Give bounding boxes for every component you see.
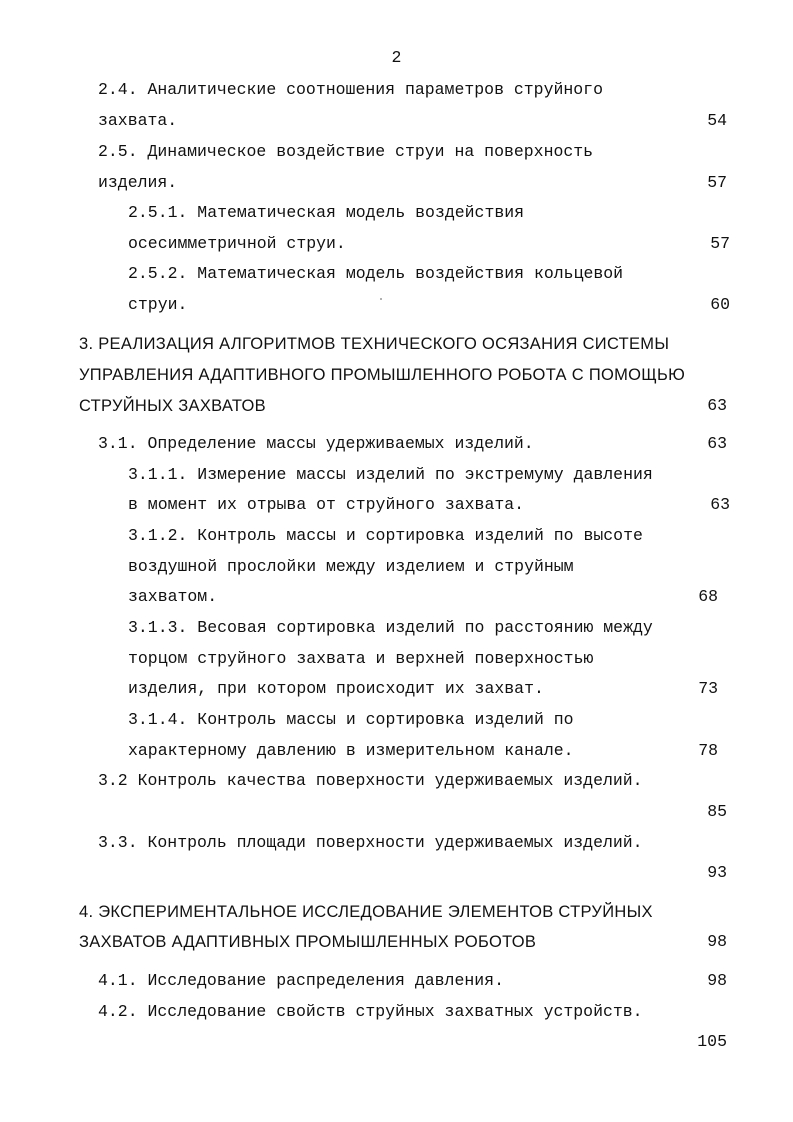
toc-entry-3-2-page: 85 [707,802,727,821]
toc-entry-2-5-line1: 2.5. Динамическое воздействие струи на поверхность [98,142,594,161]
toc-entry-3-1-1-line2: в момент их отрыва от струйного захвата. [128,495,525,514]
toc-entry-3-1-4-line1: 3.1.4. Контроль массы и сортировка изделий по [128,710,574,729]
toc-entry-2-5-2-page: 60 [710,295,730,314]
toc-entry-2-5-2-line1: 2.5.2. Математическая модель воздействия кольцевой [128,264,624,283]
toc-section-4-line2: ЗАХВАТОВ АДАПТИВНЫХ ПРОМЫШЛЕННЫХ РОБОТОВ [79,933,537,951]
toc-entry-2-5-page: 57 [707,173,727,192]
toc-entry-2-4-line2: захвата. [98,111,178,130]
toc-entry-2-4-page: 54 [707,111,727,130]
toc-entry-4-1-line1: 4.1. Исследование распределения давления. [98,971,504,990]
toc-entry-3-1-2-line1: 3.1.2. Контроль массы и сортировка изделий по высоте [128,526,643,545]
toc-entry-3-1-3-line1: 3.1.3. Весовая сортировка изделий по расстоянию между [128,618,653,637]
toc-entry-3-1-2-line2: воздушной прослойки между изделием и струйным [128,557,574,576]
toc-entry-4-2-page: 105 [697,1032,727,1051]
toc-entry-2-5-2-line2: струи. [128,295,188,314]
scan-speck [380,298,382,300]
toc-section-4-page: 98 [707,932,727,951]
toc-section-3-line1: 3. РЕАЛИЗАЦИЯ АЛГОРИТМОВ ТЕХНИЧЕСКОГО ОСЯЗАНИЯ СИСТЕМЫ [79,335,670,353]
toc-section-4-line1: 4. ЭКСПЕРИМЕНТАЛЬНОЕ ИССЛЕДОВАНИЕ ЭЛЕМЕНТОВ СТРУЙНЫХ [79,903,653,921]
toc-entry-3-1-3-page: 73 [698,679,718,698]
toc-entry-3-3-page: 93 [707,863,727,882]
toc-entry-3-1-line1: 3.1. Определение массы удерживаемых изделий. [98,434,534,453]
toc-entry-2-5-line2: изделия. [98,173,178,192]
toc-entry-3-1-4-page: 78 [698,741,718,760]
toc-entry-3-1-3-line2: торцом струйного захвата и верхней поверхностью [128,649,594,668]
toc-entry-3-1-3-line3: изделия, при котором происходит их захват. [128,679,544,698]
toc-entry-2-5-1-line2: осесимметричной струи. [128,234,346,253]
toc-entry-3-1-page: 63 [707,434,727,453]
toc-entry-3-1-1-line1: 3.1.1. Измерение массы изделий по экстремуму давления [128,465,653,484]
toc-entry-2-5-1-page: 57 [710,234,730,253]
toc-entry-3-1-1-page: 63 [710,495,730,514]
toc-entry-4-2-line1: 4.2. Исследование свойств струйных захватных устройств. [98,1002,643,1021]
toc-entry-3-3-line1: 3.3. Контроль площади поверхности удерживаемых изделий. [98,833,643,852]
toc-section-3-line2: УПРАВЛЕНИЯ АДАПТИВНОГО ПРОМЫШЛЕННОГО РОБОТА С ПОМОЩЬЮ [79,366,686,384]
toc-entry-3-2-line1: 3.2 Контроль качества поверхности удерживаемых изделий. [98,771,643,790]
toc-section-3-page: 63 [707,396,727,415]
toc-entry-4-1-page: 98 [707,971,727,990]
toc-entry-3-1-2-line3: захватом. [128,587,218,606]
toc-entry-3-1-2-page: 68 [698,587,718,606]
page-number: 2 [391,48,402,67]
toc-entry-2-4-line1: 2.4. Аналитические соотношения параметров струйного [98,80,603,99]
toc-entry-3-1-4-line2: характерному давлению в измерительном канале. [128,741,574,760]
toc-entry-2-5-1-line1: 2.5.1. Математическая модель воздействия [128,203,525,222]
toc-section-3-line3: СТРУЙНЫХ ЗАХВАТОВ [79,397,266,415]
